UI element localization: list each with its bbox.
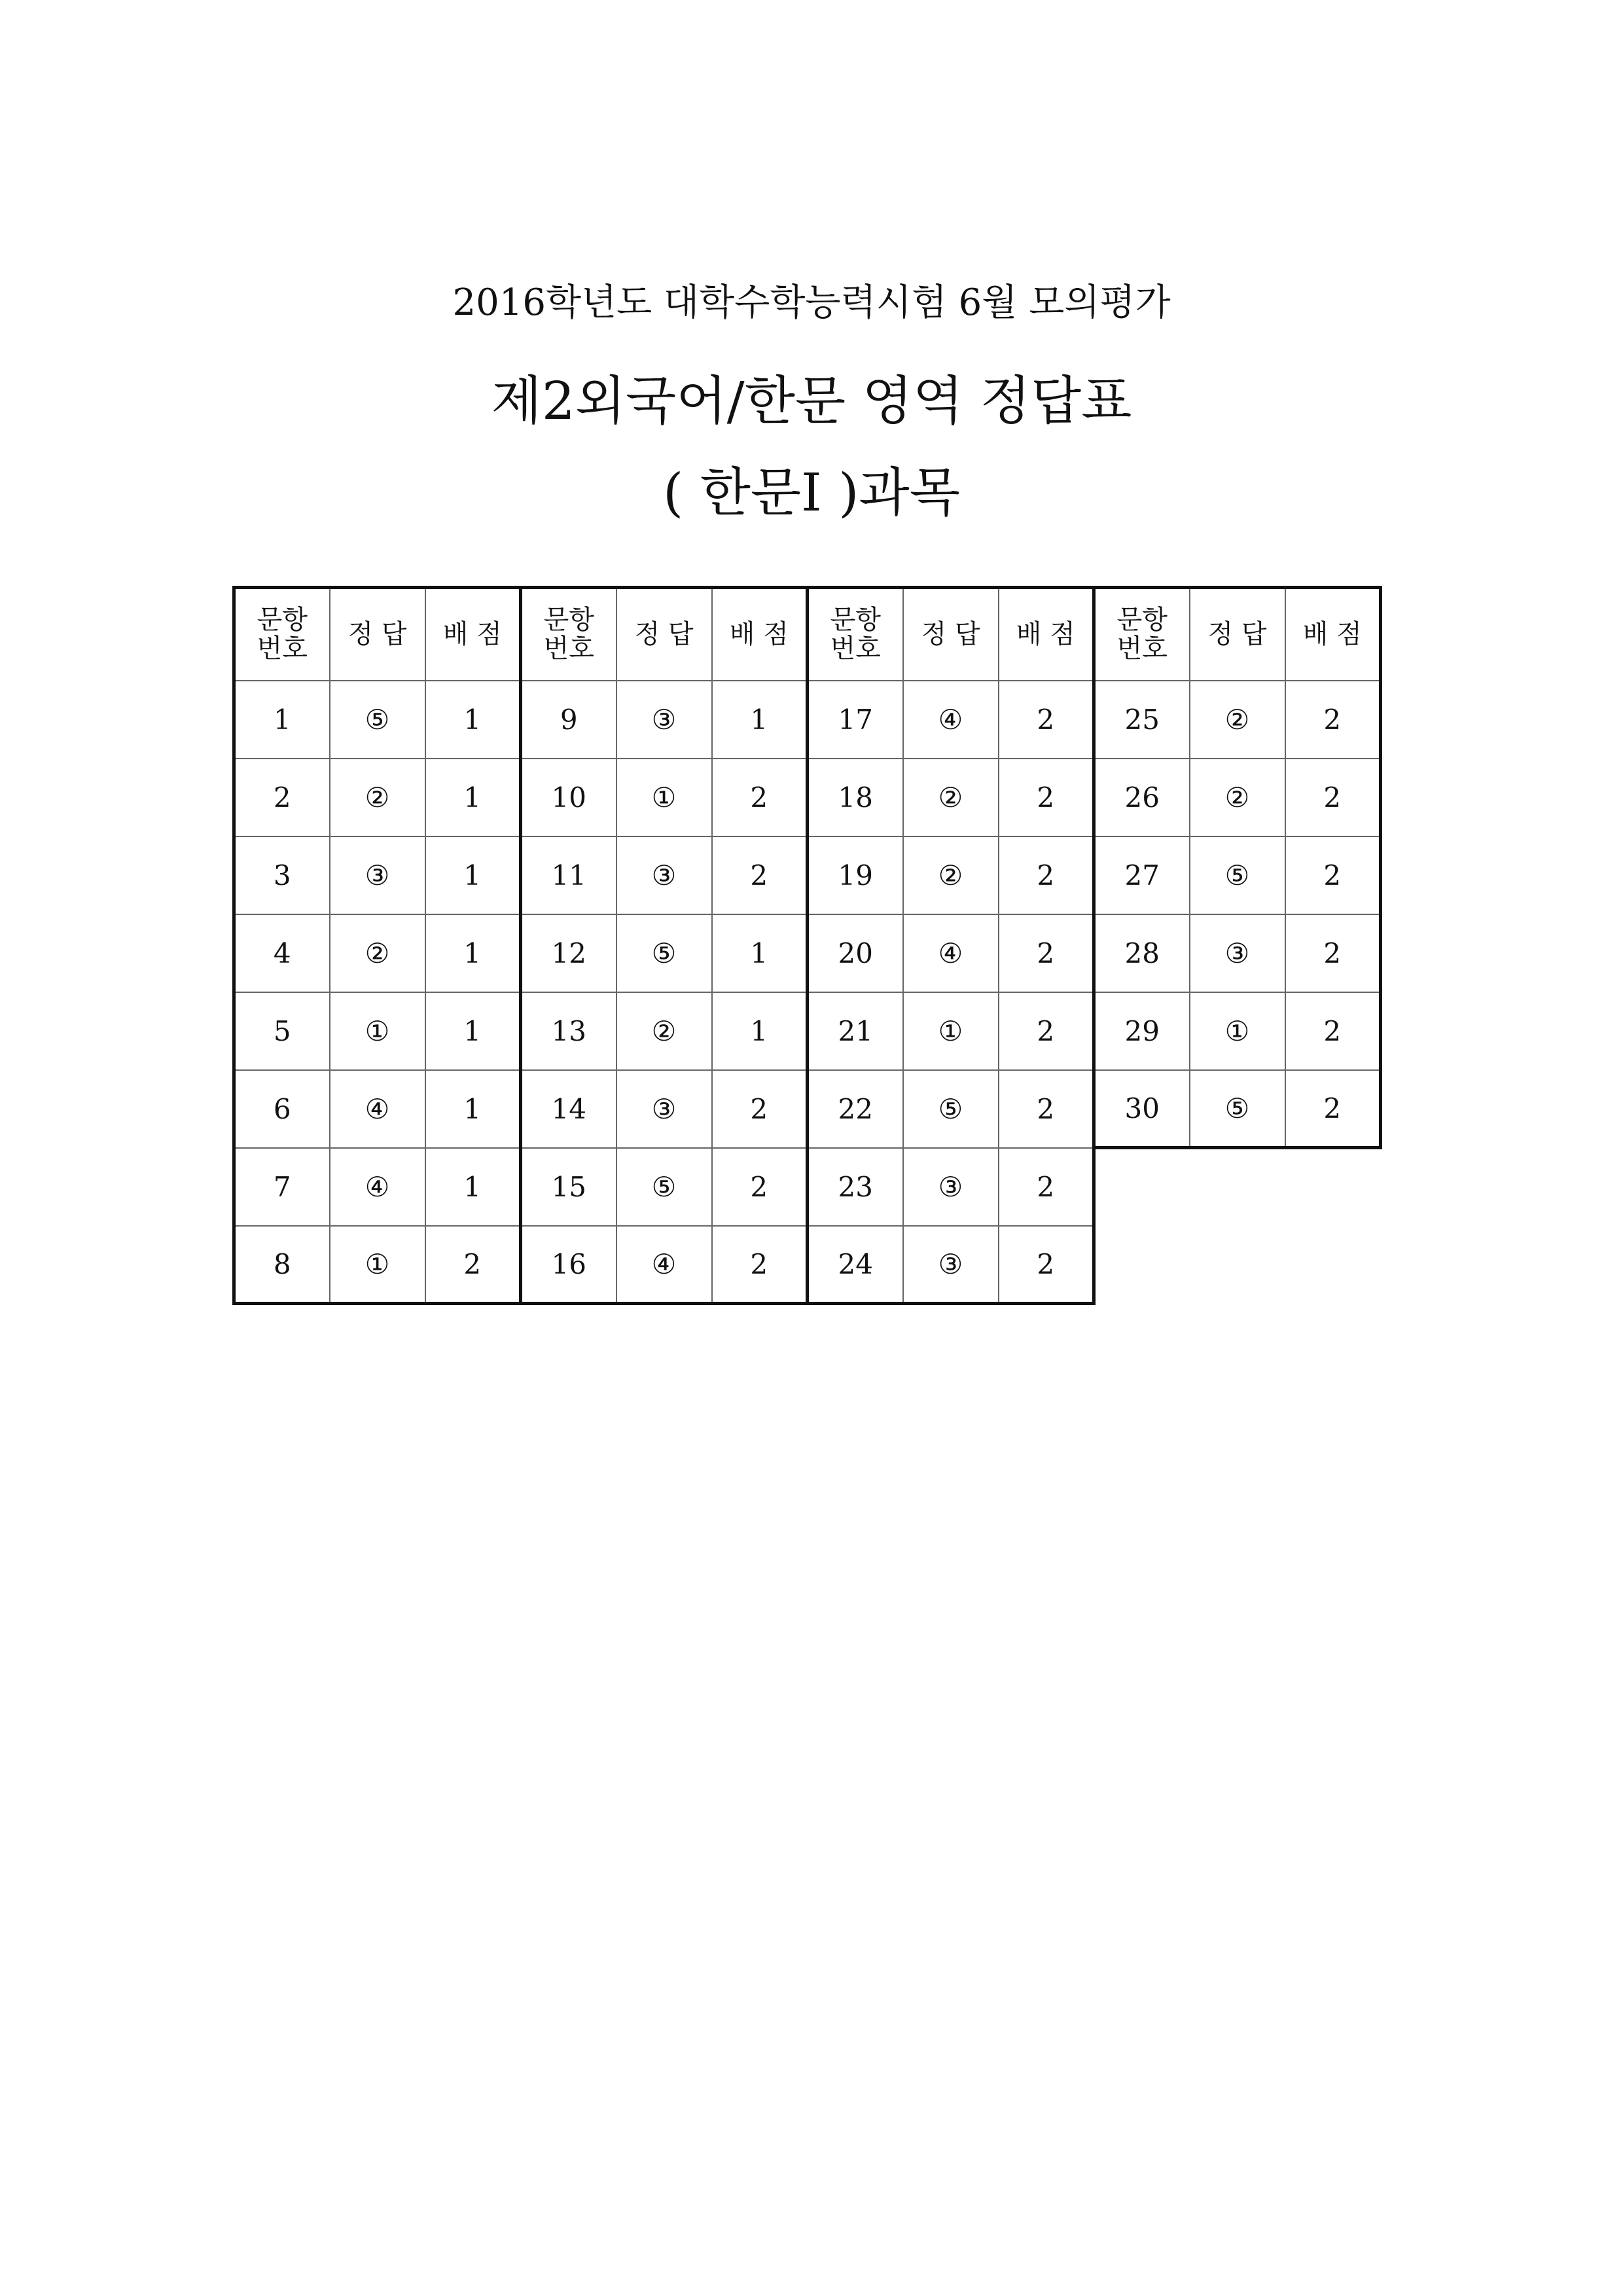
question-number: 18 bbox=[808, 759, 903, 836]
header-number-line1: 문항 bbox=[1116, 605, 1168, 636]
score-cell: 2 bbox=[999, 681, 1094, 759]
answer-cell: ③ bbox=[1190, 914, 1285, 992]
question-number: 24 bbox=[808, 1226, 903, 1304]
score-cell: 2 bbox=[999, 1070, 1094, 1148]
answer-cell: ② bbox=[1190, 681, 1285, 759]
empty-cell bbox=[1094, 1226, 1190, 1304]
score-cell: 2 bbox=[999, 836, 1094, 914]
question-number: 25 bbox=[1094, 681, 1190, 759]
question-number: 29 bbox=[1094, 992, 1190, 1070]
answer-cell: ① bbox=[903, 992, 999, 1070]
header-number-line2: 번호 bbox=[830, 634, 881, 664]
score-cell: 2 bbox=[1285, 836, 1381, 914]
table-row bbox=[234, 1148, 1381, 1226]
answer-sheet-heading: 제2외국어/한문 영역 정답표 bbox=[491, 370, 1132, 431]
question-number: 10 bbox=[521, 759, 616, 836]
empty-cell bbox=[1094, 1148, 1190, 1226]
answer-cell: ② bbox=[616, 992, 712, 1070]
header-number-line1: 문항 bbox=[543, 605, 594, 636]
score-cell: 1 bbox=[425, 1070, 521, 1148]
header-question-number bbox=[1094, 588, 1190, 681]
score-cell: 2 bbox=[1285, 914, 1381, 992]
table-row bbox=[234, 1070, 1381, 1148]
score-cell: 2 bbox=[712, 1070, 808, 1148]
header-number-line2: 번호 bbox=[543, 634, 594, 664]
answer-cell: ② bbox=[903, 759, 999, 836]
header-row bbox=[234, 588, 1381, 681]
answer-cell: ② bbox=[1190, 759, 1285, 836]
answer-cell: ④ bbox=[330, 1070, 425, 1148]
score-cell: 1 bbox=[425, 759, 521, 836]
exam-title: 2016학년도 대학수학능력시험 6월 모의평가 bbox=[452, 281, 1171, 324]
question-number: 17 bbox=[808, 681, 903, 759]
question-number: 7 bbox=[234, 1148, 330, 1226]
table-row bbox=[234, 1226, 1381, 1304]
question-number: 15 bbox=[521, 1148, 616, 1226]
score-cell: 2 bbox=[999, 1148, 1094, 1226]
answer-cell: ④ bbox=[903, 914, 999, 992]
score-cell: 2 bbox=[1285, 681, 1381, 759]
score-cell: 1 bbox=[425, 836, 521, 914]
score-cell: 2 bbox=[999, 992, 1094, 1070]
answer-cell: ② bbox=[330, 759, 425, 836]
header-question-number bbox=[234, 588, 330, 681]
score-cell: 2 bbox=[425, 1226, 521, 1304]
subject-heading: ( 한문Ⅰ )과목 bbox=[662, 462, 960, 523]
question-number: 12 bbox=[521, 914, 616, 992]
header-number-line2: 번호 bbox=[257, 634, 308, 664]
score-cell: 1 bbox=[425, 1148, 521, 1226]
question-number: 6 bbox=[234, 1070, 330, 1148]
score-cell: 2 bbox=[712, 836, 808, 914]
header-number-line1: 문항 bbox=[830, 605, 881, 636]
question-number: 2 bbox=[234, 759, 330, 836]
score-cell: 1 bbox=[712, 681, 808, 759]
score-cell: 2 bbox=[1285, 759, 1381, 836]
question-number: 21 bbox=[808, 992, 903, 1070]
question-number: 19 bbox=[808, 836, 903, 914]
score-cell: 2 bbox=[999, 1226, 1094, 1304]
empty-cell bbox=[1285, 1148, 1381, 1226]
header-score: 배 점 bbox=[1285, 588, 1381, 681]
answer-cell: ② bbox=[903, 836, 999, 914]
header-score: 배 점 bbox=[999, 588, 1094, 681]
answer-cell: ⑤ bbox=[903, 1070, 999, 1148]
question-number: 9 bbox=[521, 681, 616, 759]
score-cell: 1 bbox=[425, 992, 521, 1070]
answer-cell: ③ bbox=[903, 1148, 999, 1226]
answer-cell: ④ bbox=[330, 1148, 425, 1226]
score-cell: 1 bbox=[712, 914, 808, 992]
answer-cell: ③ bbox=[330, 836, 425, 914]
answer-cell: ③ bbox=[616, 1070, 712, 1148]
header-question-number bbox=[521, 588, 616, 681]
table-row bbox=[234, 759, 1381, 836]
question-number: 28 bbox=[1094, 914, 1190, 992]
question-number: 14 bbox=[521, 1070, 616, 1148]
table-row bbox=[234, 681, 1381, 759]
answer-cell: ⑤ bbox=[1190, 836, 1285, 914]
header-score: 배 점 bbox=[712, 588, 808, 681]
question-number: 1 bbox=[234, 681, 330, 759]
header-score: 배 점 bbox=[425, 588, 521, 681]
table-row bbox=[234, 992, 1381, 1070]
empty-cell bbox=[1190, 1148, 1285, 1226]
table-row bbox=[234, 836, 1381, 914]
header-number-line1: 문항 bbox=[257, 605, 308, 636]
score-cell: 2 bbox=[1285, 992, 1381, 1070]
question-number: 16 bbox=[521, 1226, 616, 1304]
question-number: 27 bbox=[1094, 836, 1190, 914]
score-cell: 2 bbox=[1285, 1070, 1381, 1148]
answer-cell: ④ bbox=[903, 681, 999, 759]
header-answer: 정 답 bbox=[903, 588, 999, 681]
question-number: 5 bbox=[234, 992, 330, 1070]
score-cell: 2 bbox=[712, 1148, 808, 1226]
answer-cell: ③ bbox=[616, 836, 712, 914]
answer-cell: ① bbox=[616, 759, 712, 836]
answer-cell: ② bbox=[330, 914, 425, 992]
answer-cell: ④ bbox=[616, 1226, 712, 1304]
score-cell: 2 bbox=[999, 914, 1094, 992]
question-number: 8 bbox=[234, 1226, 330, 1304]
question-number: 11 bbox=[521, 836, 616, 914]
answer-cell: ① bbox=[330, 1226, 425, 1304]
answer-cell: ① bbox=[330, 992, 425, 1070]
question-number: 22 bbox=[808, 1070, 903, 1148]
question-number: 20 bbox=[808, 914, 903, 992]
score-cell: 1 bbox=[425, 914, 521, 992]
answer-cell: ⑤ bbox=[616, 914, 712, 992]
answer-cell: ⑤ bbox=[1190, 1070, 1285, 1148]
score-cell: 1 bbox=[425, 681, 521, 759]
header-answer: 정 답 bbox=[616, 588, 712, 681]
empty-cell bbox=[1190, 1226, 1285, 1304]
score-cell: 1 bbox=[712, 992, 808, 1070]
answer-cell: ⑤ bbox=[616, 1148, 712, 1226]
question-number: 4 bbox=[234, 914, 330, 992]
score-cell: 2 bbox=[712, 1226, 808, 1304]
score-cell: 2 bbox=[712, 759, 808, 836]
score-cell: 2 bbox=[999, 759, 1094, 836]
answer-cell: ① bbox=[1190, 992, 1285, 1070]
header-number-line2: 번호 bbox=[1116, 634, 1168, 664]
header-question-number bbox=[808, 588, 903, 681]
header-answer: 정 답 bbox=[330, 588, 425, 681]
answer-cell: ③ bbox=[903, 1226, 999, 1304]
answer-cell: ⑤ bbox=[330, 681, 425, 759]
question-number: 30 bbox=[1094, 1070, 1190, 1148]
question-number: 13 bbox=[521, 992, 616, 1070]
question-number: 23 bbox=[808, 1148, 903, 1226]
answer-cell: ③ bbox=[616, 681, 712, 759]
empty-cell bbox=[1285, 1226, 1381, 1304]
table-row bbox=[234, 914, 1381, 992]
question-number: 3 bbox=[234, 836, 330, 914]
answer-table bbox=[232, 586, 1382, 1305]
header-answer: 정 답 bbox=[1190, 588, 1285, 681]
question-number: 26 bbox=[1094, 759, 1190, 836]
